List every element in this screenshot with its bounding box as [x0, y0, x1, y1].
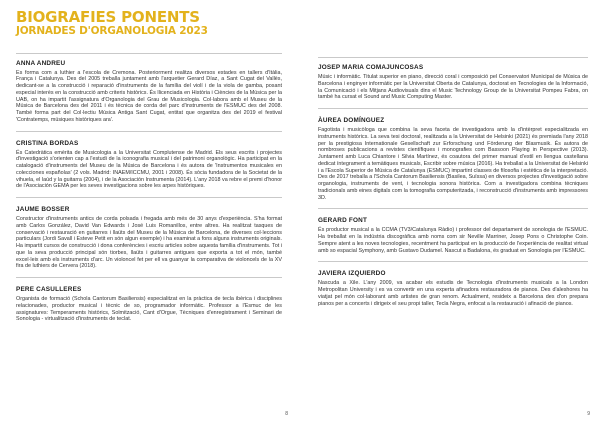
divider [16, 197, 282, 198]
speaker-name: GERARD FONT [318, 217, 368, 225]
bio-aurea-dominguez [318, 117, 588, 209]
divider [16, 53, 282, 54]
speaker-name: PERE CASULLERES [16, 286, 82, 293]
document-title: BIOGRAFIES PONENTS [16, 8, 200, 26]
speaker-bio: Es forma com a luthier a l'escola de Cremona. Posteriorment realitza diversos estades en tallers d'Itàlia, França i Catalunya. Des del 2005 treballa juntament amb l'arquetier Gerard Díaz, a Sant Cugat del Vallès, dedicant-se a la construcció i reparació d'instruments de la família del violí i de la viola de gamba, posant especial interès en la construcció amb criteris històrics. És llicenciada en Història i Ciències de la Música per la UAB, on ha impartit l'assignatura d'Organologia del Grau de Musicologia. Col·labora amb el Museu de la Música de Barcelona des del 2011 i és tècnica de corda del parc d'instruments de l'ESMUC des del 2008. També forma part del Col·lectiu Música Antiga Sant Cugat, entitat que organitza des del 2019 el festival 'Contratemps, músiques històriques ara'. [16, 69, 282, 123]
speaker-bio: Músic i informàtic. Titulat superior en piano, direcció coral i composició pel Conservatori Municipal de Música de Barcelona i enginyer informàtic per la Universitat Oberta de Catalunya, doctorat en Tecnologies de la Informació, la Comunicació i els Mitjans Audiovisuals dins el Music Technology Group de la Universitat Pompeu Fabra, on també ha cursat el Sound and Music Computing Master. [318, 74, 588, 101]
speaker-bio: És Catedràtica emèrita de Musicologia a la Universitat Complutense de Madrid. Els seus escrits i projectes d'investigació s'orienten cap a l'estudi de la iconografia musical i del patrimoni organològic. Ha participat en la catalogació d'instruments del Museu de la Música de Barcelona i és autora de 'Instrumentos musicales en colecciones españolas' (2 vols. Madrid: INAEM/ICCMU, 2001 i 2008). És sòcia fundadora de la Societat de la vihuela, el laúd y la guitarra (2004), i de la Asociación Instrumenta (2014). L'any 2018 va rebre el premi d'honor de l'Asociación GEMA per les seves investigacions sobre les arpes històriques. [16, 149, 282, 190]
bio-gerard-font [318, 217, 588, 262]
divider [318, 261, 588, 262]
speaker-name: ÀUREA DOMÍNGUEZ [318, 117, 385, 124]
speaker-name: JAVIERA IZQUIERDO [318, 270, 386, 278]
page-number: 9 [587, 411, 590, 417]
right-page [300, 0, 600, 425]
divider [16, 131, 282, 132]
bio-javiera-izquierdo [318, 270, 588, 307]
page-number: 8 [285, 411, 288, 417]
bio-jaume-bosser [16, 206, 282, 278]
divider [318, 208, 588, 209]
bio-josep-maria-comajuncosas [318, 64, 588, 109]
speaker-bio: Nascuda a Xile. L'any 2009, va acabar els estudis de Tecnologia d'instruments musicals a la London Metropolitan University i es va convertir en una experta afinadora restauradora de pianos. Des d'aleshores ha viatjat pel món col·laborant amb artistes de gran renom. Actualment, resideix a Barcelona des d'on prepara pianos per a concerts i dirigeix el seu propi taller, Tecla Negra, enfocat a la restauració i afinació de pianos. [318, 280, 588, 307]
bio-anna-andreu [16, 60, 282, 132]
speaker-name: CRISTINA BORDAS [16, 139, 79, 147]
divider [318, 108, 588, 109]
speaker-bio: Fagotista i musicòloga que combina la seva faceta de investigadora amb la d'intèrpret especialitzada en instruments històrics. La seva tesi doctoral, realitzada a la Universitat de Helsinki (2021) és premiada l'any 2018 per la prestigiosa Internationale Gesellschaft zur Erforschung und Förderung der Blasmusik. És autora de nombroses publicacions a revistes científiques i monografies com Bassoon Playing in Perspective (2013). Juntament amb Luca Chiantore i Silvia Martínez, és coautora del primer manual d'estil en llengua castellana dedicat íntegrament a temàtiques musicals, Escribir sobre música (2016). Ha treballat a la Universitat de Helsinki i a l'Escola Superior de Música de Catalunya (ESMUC) impartint classes de filosofia i estètica de la interpretació. Des de 2017 treballa a l'Schola Cantorum Basiliensis (Basilea, Suïssa) en diversos projectes d'investigació sobre organologia, instruments de vent, i tecnologia sonora històrica. Com a investigadora combina tècniques tradicionals amb eines digitals com la tomografia computeritzada, i reconstrucció d'instruments amb impressores 3D. [318, 127, 588, 201]
divider [318, 57, 588, 58]
document-subtitle: JORNADES D'ORGANOLOGIA 2023 [16, 25, 208, 37]
speaker-bio: És productor musical a la CCMA (TV3/Catalunya Ràdio) i professor del departament de sonologia de l'ESMUC. Ha treballat en la indústria discogràfica amb noms com sir Neville Marriner, Josep Pons o Christophe Coin. Sempre atent a les noves tecnologies, recentment ha participat en la producció de l'experiència de realitat virtual amb so espacial Symphony, amb Gustavo Dudamel. Nascut a Badalona, és graduat en Sonologia per l'ESMUC. [318, 227, 588, 254]
speaker-name: JOSEP MARIA COMAJUNCOSAS [318, 64, 424, 71]
speaker-name: JAUME BOSSER [16, 206, 70, 213]
divider [16, 277, 282, 278]
speaker-bio: Constructor d'instruments antics de corda polsada i fregada amb més de 30 anys d'experiència. S'ha format amb Carlos González, David Van Edwards i José Luis Romanillos, entre altres. Ha realitzat tasques de conservació i restauració en guitarres i llaüts del Museu de la Música de Barcelona, de diverses col·leccions particulars (Jordi Savall i Esteve Petit en són algun exemple) i ha examinat a fons alguns instruments originals. Ha impartit cursos de construcció i dona conferències i escriu articles sobre aquesta família d'instruments. Tot i que la seva producció principal són tiorbes, llaüts i guitarres antigues que exporta a tot el món, també excel·leix amb els instruments d'arc. Un violoncel fet per ell va guanyar la comparativa de violoncels de la XV fira de luthiers de Cervera (2018). [16, 216, 282, 270]
speaker-name: ANNA ANDREU [16, 59, 66, 67]
bio-cristina-bordas [16, 140, 282, 199]
bio-pere-casulleres [16, 286, 282, 323]
speaker-bio: Organista de formació (Schola Cantorum Basiliensis) especialitzat en la pràctica de tecla ibèrica i disciplines relacionades, productor musical i tècnic de so, programador informàtic. Professor a l'Esmuc de les assignatures: Temperaments històrics, Solmització, Cant d'Orgue, Tècniques d'enregistrament i Seminari de Sonologia - virtualització d'instruments de teclat. [16, 296, 282, 323]
